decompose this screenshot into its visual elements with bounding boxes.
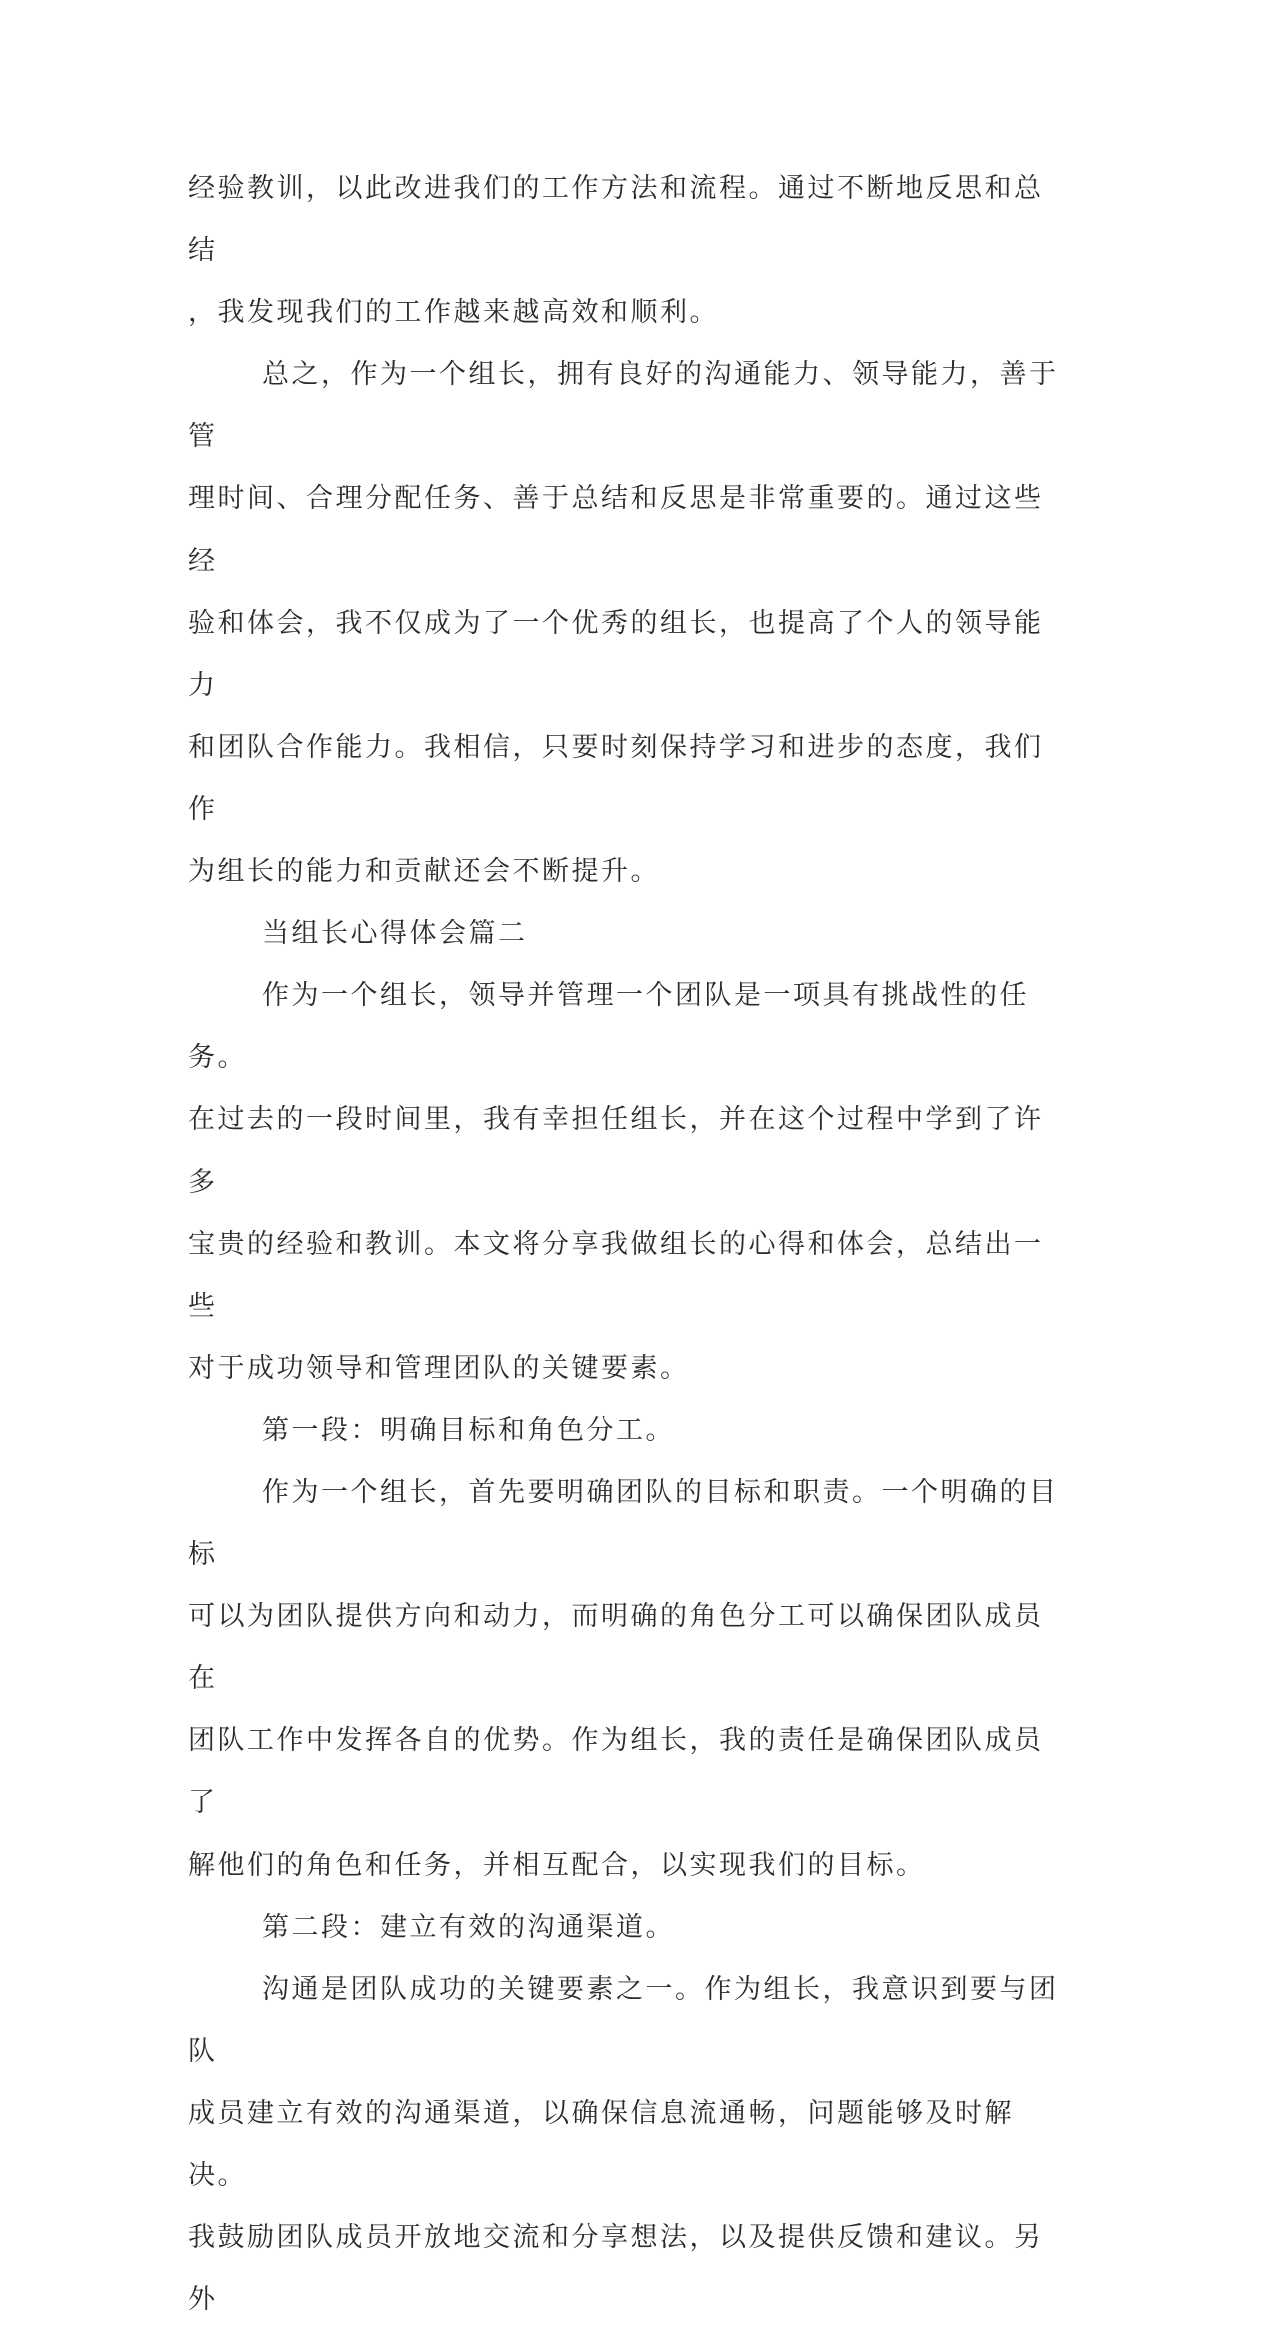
text-line: 第一段：明确目标和角色分工。 bbox=[262, 1414, 675, 1446]
paragraph-continuation bbox=[188, 158, 1068, 344]
text-line: 经验教训，以此改进我们的工作方法和流程。通过不断地反思和总结 bbox=[188, 173, 1044, 267]
text-line: 作为一个组长，领导并管理一个团队是一项具有挑战性的任务。 bbox=[188, 980, 1029, 1074]
text-line: ，我发现我们的工作越来越高效和顺利。 bbox=[188, 297, 719, 329]
section-heading-one bbox=[188, 1400, 1068, 1462]
text-line: 对于成功领导和管理团队的关键要素。 bbox=[188, 1352, 690, 1384]
text-line: 我鼓励团队成员开放地交流和分享想法，以及提供反馈和建议。另外 bbox=[188, 2222, 1044, 2316]
text-line: 解他们的角色和任务，并相互配合，以实现我们的目标。 bbox=[188, 1849, 926, 1881]
text-line: 当组长心得体会篇二 bbox=[262, 918, 528, 950]
text-line: 总之，作为一个组长，拥有良好的沟通能力、领导能力，善于管 bbox=[188, 359, 1059, 453]
text-line: 成员建立有效的沟通渠道，以确保信息流通畅，问题能够及时解决。 bbox=[188, 2097, 1014, 2191]
text-line: 为组长的能力和贡献还会不断提升。 bbox=[188, 856, 660, 888]
paragraph-communication bbox=[188, 1959, 1068, 2331]
text-line: 团队工作中发挥各自的优势。作为组长，我的责任是确保团队成员了 bbox=[188, 1725, 1044, 1819]
paragraph-goals-and-roles bbox=[188, 1462, 1068, 1897]
text-line: 沟通是团队成功的关键要素之一。作为组长，我意识到要与团队 bbox=[188, 1973, 1059, 2067]
text-line: 在过去的一段时间里，我有幸担任组长，并在这个过程中学到了许多 bbox=[188, 1104, 1044, 1198]
text-line: 第二段：建立有效的沟通渠道。 bbox=[262, 1911, 675, 1943]
text-line: 作为一个组长，首先要明确团队的目标和职责。一个明确的目标 bbox=[188, 1476, 1059, 1571]
document-body bbox=[188, 158, 1068, 2331]
text-line: 可以为团队提供方向和动力，而明确的角色分工可以确保团队成员在 bbox=[188, 1601, 1044, 1695]
paragraph-summary bbox=[188, 344, 1068, 903]
section-heading-part-two bbox=[188, 903, 1068, 965]
text-line: 验和体会，我不仅成为了一个优秀的组长，也提高了个人的领导能力 bbox=[188, 607, 1044, 701]
text-line: 理时间、合理分配任务、善于总结和反思是非常重要的。通过这些经 bbox=[188, 483, 1044, 577]
text-line: 宝贵的经验和教训。本文将分享我做组长的心得和体会，总结出一些 bbox=[188, 1228, 1044, 1322]
paragraph-introduction bbox=[188, 965, 1068, 1400]
text-line: 和团队合作能力。我相信，只要时刻保持学习和进步的态度，我们作 bbox=[188, 731, 1044, 825]
section-heading-two bbox=[188, 1897, 1068, 1959]
